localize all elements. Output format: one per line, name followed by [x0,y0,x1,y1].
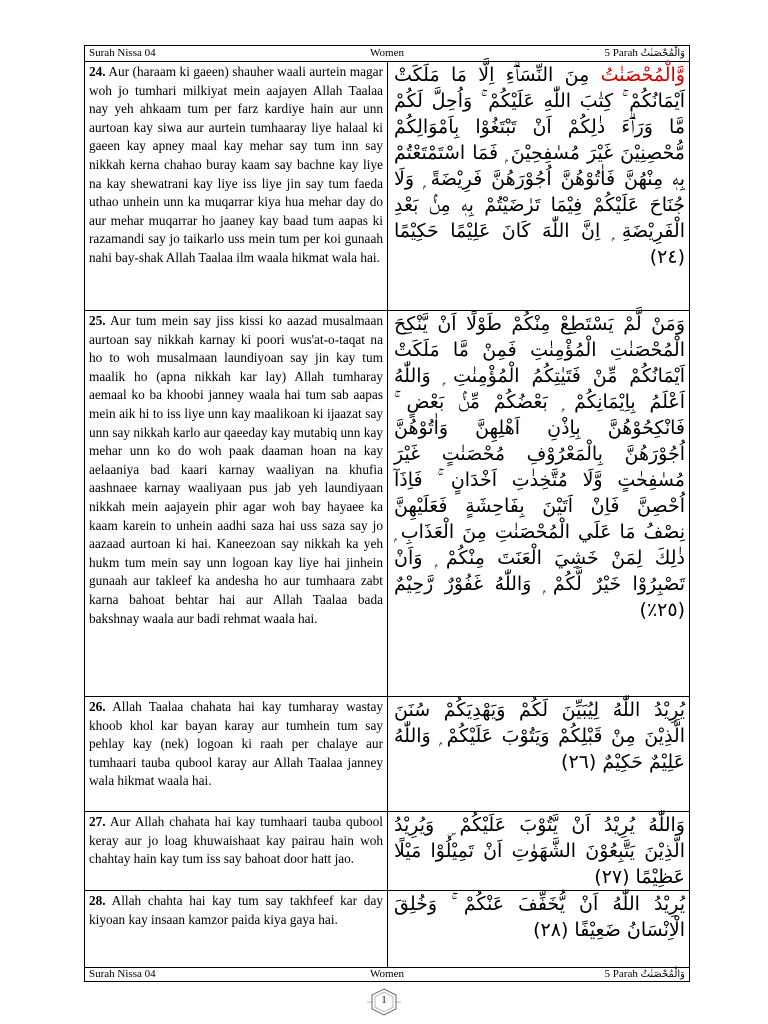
verse-arabic-text: وَمَنْ لَّمْ يَسْتَطِعْ مِنْكُمْ طَوْلًا اَنْ يَّنْكِحَ الْمُحْصَنٰتِ الْمُؤْمِنٰتِ فَمِنْ مَّا مَلَكَتْ اَيْمَانُكُمْ مِّنْ فَتَيٰتِكُمُ الْمُؤْمِنٰتِ ۭ وَاللّٰهُ اَعْلَمُ بِاِيْمَانِكُمْ ۭ بَعْضُكُمْ مِّنْۢ بَعْضٍ ۚ فَانْكِحُوْهُنَّ بِاِذْنِ اَهْلِهِنَّ وَاٰتُوْهُنَّ اُجُوْرَهُنَّ بِالْمَعْرُوْفِ مُحْصَنٰتٍ غَيْرَ مُسٰفِحٰتٍ وَّلَا مُتَّخِذٰتِ اَخْدَانٍ ۚ فَاِذَآ اُحْصِنَّ فَاِنْ اَتَيْنَ بِفَاحِشَةٍ فَعَلَيْهِنَّ نِصْفُ مَا عَلَي الْمُحْصَنٰتِ مِنَ الْعَذَابِ ۭ ذٰلِكَ لِمَنْ خَشِيَ الْعَنَتَ مِنْكُمْ ۭ وَاَنْ تَصْبِرُوْا خَيْرٌ لَّكُمْ ۭ وَاللّٰهُ غَفُوْرٌ رَّحِيْمٌ (٢٥٪) [394,313,685,621]
header-surah-name: Surah Nissa 04 [89,47,156,59]
verse-table [84,61,690,968]
verse-text: Allah chahta hai kay tum say takhfeef kar day kiyoan kay insaan kamzor paida kiya gaya hai. [89,893,383,927]
verse-number: 25. [89,313,106,328]
table-row [85,697,690,812]
verse-arabic-text: وَاللّٰهُ يُرِيْدُ اَنْ يَّتُوْبَ عَلَيْكُمْ ۣ وَيُرِيْدُ الَّذِيْنَ يَتَّبِعُوْنَ الشَّهَوٰتِ اَنْ تَمِيْلُوْا مَيْلًا عَظِيْمًا (٢٧) [394,814,685,888]
verse-arabic-highlight: وَّالْمُحْصَنٰتُ [600,64,685,86]
verse-translation [85,62,388,311]
verse-arabic [388,311,690,697]
verse-arabic [388,697,690,812]
verse-number: 28. [89,893,106,908]
footer-parah-arabic: وَالْمُحْصَنٰتُ [640,969,685,980]
verse-translation [85,311,388,697]
verse-translation [85,697,388,812]
footer-parah-number: 5 Parah [604,968,638,980]
verse-text: Aur tum mein say jiss kissi ko aazad musalmaan aurtoan say nikkah karnay ki poori wus'at-o-taqat na ho to woh musalmaan laundiyoan say jin kay tum maalik ho (apna nikkah kar lay) Allah tumharay aemaal ko ba khoobi janney waala hai tum sab aapas mein aik hi to iss liye unn kay maalikoan ki ijaazat say unn say nikkah karlo aur qaeeday kay mutabiq unn kay mehar unn ko do woh paak daaman hoan na kay aelaaniya bad kaari karnay waaliyan na khufia aashnaee karnay waaliyaan pus jab yeh laundiyaan nikkah mein aajayein phir agar woh bay hayaee ka kaam karein to unhein aadhi saza hai uss saza say jo aazaad aurtoan ki hai. Kaneezoan say nikkah ka yeh hukm tum mein say unn logoan kay liye hai jinhein gunaah aur takleef ka andesha ho aur tumhaara zabt karna bahoat behtar hai aur Allah Taalaa bada bakshnay waala aur badi rehmat waala hai. [89,313,383,626]
footer-title: Women [370,968,404,980]
verse-translation [85,891,388,968]
table-row [85,812,690,891]
verse-number: 27. [89,814,106,829]
footer-surah-name: Surah Nissa 04 [89,968,156,980]
footer-parah [605,968,685,981]
page-number: 1 [381,995,387,1006]
verse-arabic [388,62,690,311]
verse-text: Aur (haraam ki gaeen) shauher waali aurtein magar woh jo tumhari milkiyat mein aajayen Allah Taalaa nay yeh ahkaam tum per farz kardiye hain aur unn aurtoan kay siwa aur aurtein tumhaaray liye halaal ki gaeen kay apney maal kay mehar say tum inn say nikkah kerna chahao buray kaam say bachne kay liye na kay shewatrani kay liye iss liye jin say tum faeda uthao unhein unn ka muqarrar kiya hua mehar day do aur mehar muqarrar ho jaaney kay baad tum aapas ki razamandi say jo taikarlo uss mein tum per koi gunaah nahi bay-shak Allah Taalaa ilm waala hikmat wala hai. [89,64,384,265]
verse-arabic [388,812,690,891]
verse-arabic-text: مِنَ النِّسَاۗءِ اِلَّا مَا مَلَكَتْ اَيْمَانُكُمْ ۚ كِتٰبَ اللّٰهِ عَلَيْكُمْ ۚ وَاُحِلَّ لَكُمْ مَّا وَرَاۗءَ ذٰلِكُمْ اَنْ تَبْتَغُوْا بِاَمْوَالِكُمْ مُّحْصِنِيْنَ غَيْرَ مُسٰفِحِيْنَ ۭ فَمَا اسْتَمْتَعْتُمْ بِهٖ مِنْهُنَّ فَاٰتُوْهُنَّ اُجُوْرَهُنَّ فَرِيْضَةً ۭ وَلَا جُنَاحَ عَلَيْكُمْ فِيْمَا تَرٰضَيْتُمْ بِهٖ مِنْۢ بَعْدِ الْفَرِيْضَةِ ۭ اِنَّ اللّٰهَ كَانَ عَلِيْمًا حَكِيْمًا (٢٤) [394,64,685,268]
verse-number: 26. [89,699,106,714]
page-footer [84,968,690,982]
header-parah-arabic: وَالْمُحْصَنٰتُ [640,48,685,59]
verse-number: 24. [89,64,106,79]
verse-text: Allah Taalaa chahata hai kay tumharay wastay khoob khol kar bayan karay aur tumhein tum say pehlay kay (nek) logoan ki raah per chalaye aur tumhaari tauba qubool karay aur Allah Taalaa janney wala hikmat waala hai. [89,699,384,789]
verse-text: Aur Allah chahata hai kay tumhaari tauba qubool keray aur jo loag khuwaishaat kay pairau hain woh chahtay hain kay tum iss say bahoat door hatt jao. [89,814,383,867]
page-number-badge [366,988,402,1016]
verse-translation [85,812,388,891]
table-row [85,62,690,311]
table-row [85,311,690,697]
page-header [84,45,690,61]
verse-arabic-text: يُرِيْدُ اللّٰهُ لِيُبَيِّنَ لَكُمْ وَيَهْدِيَكُمْ سُنَنَ الَّذِيْنَ مِنْ قَبْلِكُمْ وَيَتُوْبَ عَلَيْكُمْ ۭ وَاللّٰهُ عَلِيْمٌ حَكِيْمٌ (٢٦) [394,699,685,773]
verse-arabic-text: يُرِيْدُ اللّٰهُ اَنْ يُّخَفِّفَ عَنْكُمْ ۚ وَخُلِقَ الْاِنْسَانُ ضَعِيْفًا (٢٨) [394,893,685,941]
table-row [85,891,690,968]
header-title: Women [370,47,404,59]
verse-arabic [388,891,690,968]
header-parah [605,46,685,61]
header-parah-number: 5 Parah [604,47,638,59]
page-sheet [84,45,690,982]
